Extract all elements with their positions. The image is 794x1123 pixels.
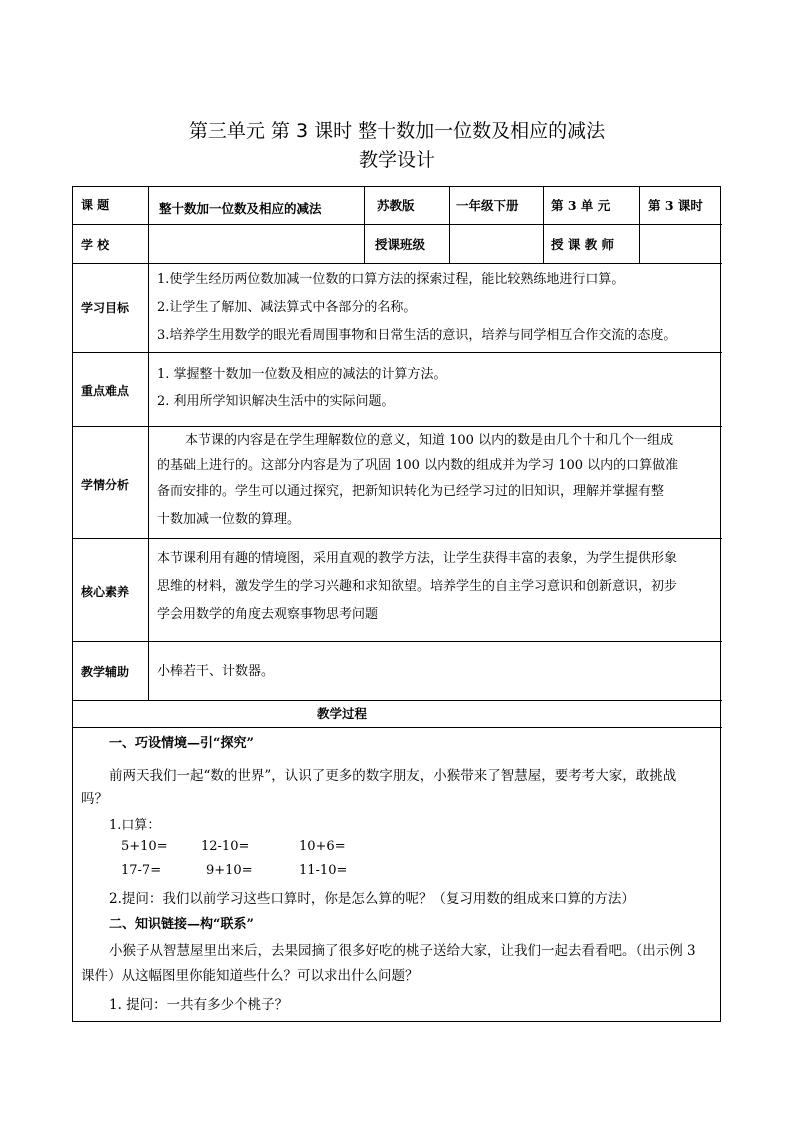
row-divider [73, 641, 722, 642]
objective-item: 2.让学生了解加、减法算式中各部分的名称。 [157, 300, 417, 315]
objective-item: 1.使学生经历两位数加减一位数的口算方法的探索过程，能比较熟练地进行口算。 [157, 272, 625, 287]
aids-value: 小棒若干、计数器。 [157, 664, 275, 679]
literacy-line: 本节课利用有趣的情境图，采用直观的教学方法，让学生获得丰富的表象，为学生提供形象 [157, 551, 678, 566]
lesson-plan-table [72, 186, 721, 1022]
story-line: 课件）从这幅图里你能知道些什么？可以求出什么问题？ [81, 968, 419, 984]
literacy-label: 核心素养 [81, 585, 130, 599]
process-header: 教学过程 [317, 706, 368, 721]
intro-line: 前两天我们一起“数的世界”，认识了更多的数字朋友，小猴带来了智慧屋，要考考大家，敢挑战 [109, 768, 677, 784]
equation: 12-10= [201, 839, 250, 854]
literacy-line: 学会用数学的角度去观察事物思考问题 [157, 607, 379, 622]
teacher-label: 授 课 教 师 [551, 237, 615, 252]
row-divider [73, 224, 722, 225]
equation: 11-10= [299, 863, 348, 878]
topic-value: 整十数加一位数及相应的减法 [159, 201, 322, 216]
grade-value: 一年级下册 [456, 198, 519, 213]
row-divider [73, 700, 722, 701]
key-point-item: 2. 利用所学知识解决生活中的实际问题。 [157, 394, 395, 409]
document-title: 第三单元 第 3 课时 整十数加一位数及相应的减法 [188, 120, 606, 142]
column-divider [639, 187, 640, 263]
equation: 17-7= [121, 863, 162, 878]
analysis-line: 本节课的内容是在学生理解数位的意义，知道 100 以内的数是由几个十和几个一组成 [185, 433, 674, 448]
intro-line: 吗？ [81, 791, 108, 807]
section-title: 一、巧设情境—引“探究” [109, 736, 254, 751]
column-divider [148, 187, 149, 700]
analysis-line: 十数加减一位数的算理。 [157, 512, 301, 527]
objective-item: 3.培养学生用数学的眼光看周围事物和日常生活的意识，培养与同学相互合作交流的态度。 [157, 328, 677, 343]
literacy-line: 思维的材料，激发学生的学习兴趣和求知欲望。培养学生的自主学习意识和创新意识，初步 [157, 579, 678, 594]
objectives-label: 学习目标 [81, 301, 130, 315]
lesson-value: 第 3 课时 [648, 198, 703, 213]
column-divider [543, 187, 544, 263]
question-line: 1. 提问：一共有多少个桃子？ [109, 997, 289, 1013]
topic-label: 课 题 [81, 198, 110, 212]
oral-calc-label: 1.口算： [109, 818, 161, 833]
analysis-line: 的基础上进行的。这部分内容是为了巩固 100 以内数的组成并为学习 100 以内的口算做准 [157, 458, 679, 473]
class-label: 授课班级 [375, 237, 426, 252]
row-divider [73, 426, 722, 427]
key-point-item: 1. 掌握整十数加一位数及相应的减法的计算方法。 [157, 367, 447, 382]
row-divider [73, 727, 722, 728]
row-divider [73, 538, 722, 539]
publisher-value: 苏教版 [377, 198, 415, 213]
column-divider [364, 187, 365, 263]
equation: 10+6= [299, 839, 346, 854]
equation: 5+10= [121, 839, 168, 854]
unit-value: 第 3 单 元 [551, 198, 611, 213]
aids-label: 教学辅助 [81, 665, 130, 679]
section-title: 二、知识链接—构“联系” [109, 917, 254, 932]
analysis-line: 备而安排的。学生可以通过探究，把新知识转化为已经学习过的旧知识，理解并掌握有整 [157, 484, 665, 499]
question-line: 2.提问：我们以前学习这些口算时，你是怎么算的呢？（复习用数的组成来口算的方法） [109, 891, 635, 907]
document-subtitle: 教学设计 [358, 149, 435, 171]
row-divider [73, 263, 722, 264]
key-points-label: 重点难点 [81, 384, 130, 398]
equation: 9+10= [206, 863, 253, 878]
column-divider [449, 187, 450, 263]
analysis-label: 学情分析 [81, 478, 130, 492]
row-divider [73, 352, 722, 353]
school-label: 学 校 [81, 238, 110, 252]
story-line: 小猴子从智慧屋里出来后，去果园摘了很多好吃的桃子送给大家，让我们一起去看看吧。（出示例 3 [109, 943, 696, 959]
